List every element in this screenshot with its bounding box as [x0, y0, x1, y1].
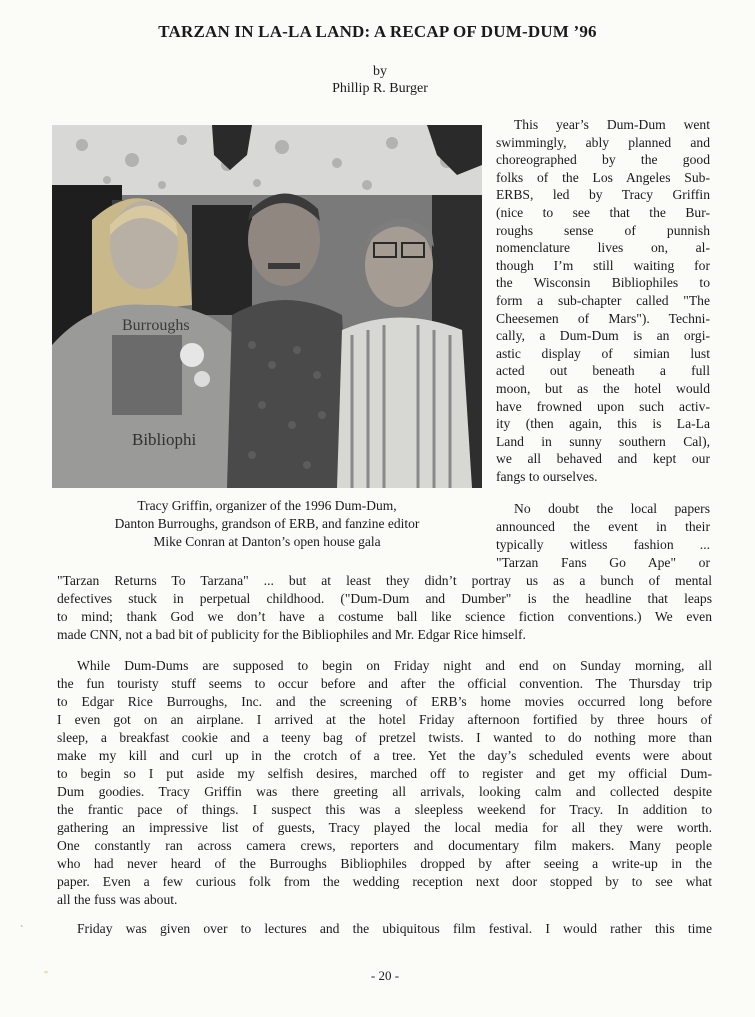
scan-speck: `	[20, 925, 24, 936]
text-line: make my kill and curl up in the crotch of a tree. Yet the day’s scheduled events were about	[57, 748, 712, 763]
photo-caption	[52, 497, 482, 551]
text-line: to begin so I put aside my selfish desires, marched off to register and get my official Dum-	[57, 766, 712, 781]
text-line: choreographed by the good	[496, 152, 710, 168]
text-line: (nice to see that the Bur-	[496, 204, 710, 220]
text-line: Cheesemen of Mars"). Techni-	[496, 310, 710, 326]
caption-line: Danton Burroughs, grandson of ERB, and fanzine editor	[114, 516, 420, 531]
text-line: though I’m still waiting for	[496, 257, 710, 273]
right-column-intro	[496, 116, 710, 485]
text-line: all the fuss was about.	[57, 892, 178, 907]
byline-author: Phillip R. Burger	[332, 81, 428, 96]
text-line: folks of the Los Angeles Sub-	[496, 169, 710, 185]
caption-line: Tracy Griffin, organizer of the 1996 Dum-Dum,	[137, 498, 397, 513]
text-line: gathering an impressive list of guests, Tracy played the local media for all they were worth.	[57, 820, 712, 835]
text-line: Land in sunny southern Cal),	[496, 433, 710, 449]
text-line: "Tarzan Returns To Tarzana" ... but at least they didn’t portray us as a bunch of mental	[57, 573, 712, 588]
text-line: defectives stuck in perpetual childhood. ("Dum-Dum and Dumber" is the headline that leaps	[57, 591, 712, 606]
text-line: the frantic pace of things. I suspect this was a sleepless weekend for Tracy. In addition to	[57, 802, 712, 817]
paragraph-schedule	[57, 657, 712, 909]
text-line: paper. Even a few curious folk from the wedding reception next door stopped by to see what	[57, 874, 712, 889]
text-line: ERBS, led by Tracy Griffin	[496, 187, 710, 203]
text-line: astic display of simian lust	[496, 345, 710, 361]
text-line: form a sub-chapter called "The	[496, 292, 710, 308]
text-line: we all behaved and kept our	[496, 451, 710, 467]
text-line: fangs to ourselves.	[496, 468, 598, 484]
text-line: No doubt the local papers	[514, 501, 710, 516]
shirt-text-bottom: Bibliophi	[132, 430, 197, 449]
text-line: nomenclature lives on, al-	[496, 240, 710, 256]
text-line: sleep, a breakfast cookie and a teeny bag of pretzel twists. I wanted to do nothing more than	[57, 730, 712, 745]
paragraph-media	[57, 572, 712, 644]
text-line: moon, but as the hotel would	[496, 380, 710, 396]
text-line: ity (then again, this is La-La	[496, 416, 710, 432]
scan-speck: "	[44, 970, 49, 981]
text-line: I even got on an airplane. I arrived at the hotel Friday afternoon fortified by three hours of	[57, 712, 712, 727]
text-line: made CNN, not a bad bit of publicity for the Bibliophiles and Mr. Edgar Rice himself.	[57, 627, 526, 642]
text-line: This year’s Dum-Dum went	[514, 117, 710, 132]
page-number: - 20 -	[370, 968, 400, 983]
text-line: have frowned upon such activ-	[496, 398, 710, 414]
byline-by: by	[373, 64, 387, 79]
right-column-continued	[496, 500, 710, 572]
text-line: typically witless fashion ...	[496, 537, 710, 552]
paragraph-friday	[57, 920, 712, 938]
text-line: acted out beneath a full	[496, 363, 710, 379]
group-photo	[52, 125, 482, 488]
text-line: While Dum-Dums are supposed to begin on Friday night and end on Sunday morning, all	[77, 658, 712, 673]
text-line: roughs sense of punnish	[496, 222, 710, 238]
text-line: One constantly ran across camera crews, reporters and documentary film makers. Many people	[57, 838, 712, 853]
article-title: TARZAN IN LA-LA LAND: A RECAP OF DUM-DUM ’96	[158, 22, 597, 41]
text-line: the fun touristy stuff seems to occur before and after the official convention. The Thursday trip	[57, 676, 712, 691]
text-line: swimmingly, ably planned and	[496, 134, 710, 150]
text-line: announced the event in their	[496, 519, 710, 534]
text-line: the Wisconsin Bibliophiles to	[496, 275, 710, 291]
text-line: who had never heard of the Burroughs Bibliophiles dropped by after seeing a write-up in the	[57, 856, 712, 871]
text-line: to mind; thank God we don’t have a costume ball like science fiction conventions.) We even	[57, 609, 712, 624]
caption-line: Mike Conran at Danton’s open house gala	[153, 534, 381, 549]
text-line: cally, a Dum-Dum is an orgi-	[496, 328, 710, 344]
shirt-text-top: Burroughs	[122, 317, 190, 334]
text-line: Friday was given over to lectures and the ubiquitous film festival. I would rather this time	[77, 921, 712, 936]
text-line: "Tarzan Fans Go Ape" or	[496, 555, 710, 570]
text-line: Dum goodies. Tracy Griffin was there greeting all arrivals, looking calm and collected despite	[57, 784, 712, 799]
text-line: to Edgar Rice Burroughs, Inc. and the screening of ERB’s home movies occurred long before	[57, 694, 712, 709]
